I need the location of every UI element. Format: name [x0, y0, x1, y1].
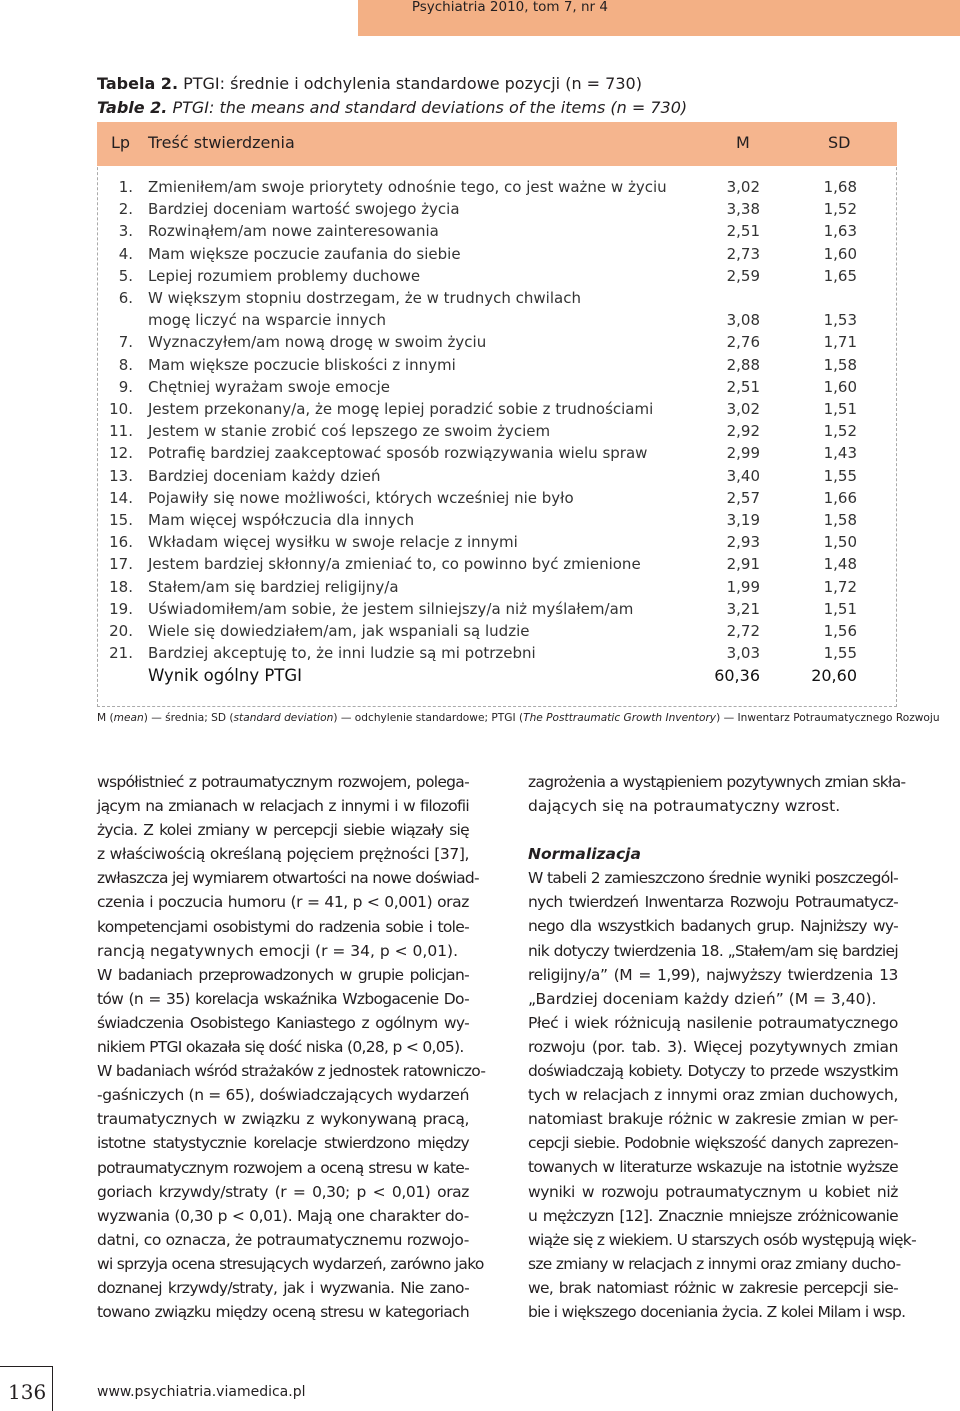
- row-number: 3.: [118, 222, 133, 241]
- text-line: z właściwością określaną pojęciem prężności [37],: [97, 845, 469, 864]
- text-line: u mężczyzn [12]. Znacznie mniejsze zróżnicowanie: [528, 1206, 898, 1225]
- text-line: nych twierdzeń Inwentarza Rozwoju Potraumatycz-: [528, 893, 898, 912]
- section-heading: Normalizacja: [528, 845, 641, 864]
- total-label: Wynik ogólny PTGI: [148, 665, 303, 685]
- row-mean: 2,76: [726, 333, 760, 352]
- table-row: [97, 465, 897, 487]
- text-line: W badaniach wśród strażaków z jednostek ratowniczo-: [97, 1062, 486, 1081]
- running-head: [358, 0, 960, 36]
- table-row-continuation: [97, 309, 897, 331]
- text-line: -gaśniczych (n = 65), doświadczających wydarzeń: [97, 1086, 469, 1105]
- table-footnote: [97, 711, 940, 725]
- row-sd: 1,60: [823, 244, 857, 263]
- caption-polish: [97, 72, 687, 96]
- row-mean: 3,02: [726, 178, 760, 196]
- text-line: dających się na potraumatyczny wzrost.: [528, 797, 841, 816]
- row-number: 16.: [109, 533, 133, 552]
- table-row: [97, 553, 897, 575]
- row-sd: 1,65: [823, 266, 857, 285]
- table-row: [97, 598, 897, 620]
- text-line: wiąże się z wiekiem. U starszych osób występują więk-: [528, 1230, 916, 1249]
- caption-polish-text: PTGI: średnie i odchylenia standardowe pozycji (n = 730): [178, 74, 642, 93]
- text-line: współistnieć z potraumatycznym rozwojem, polega-: [97, 773, 469, 791]
- table-row: [97, 243, 897, 265]
- row-sd: 1,48: [823, 555, 857, 574]
- table-row: [97, 620, 897, 642]
- text-line: nikiem PTGI okazała się dość niska (0,28, p < 0,05).: [97, 1038, 464, 1057]
- row-statement: Jestem w stanie zrobić coś lepszego ze swoim życiem: [148, 422, 551, 441]
- table-row: [97, 265, 897, 287]
- row-statement: Wkładam więcej wysiłku w swoje relacje z innymi: [148, 533, 518, 552]
- row-mean: 3,02: [726, 400, 760, 418]
- text-line: Płeć i wiek różnicują nasilenie potraumatycznego: [528, 1013, 898, 1032]
- footnote-part: ) — odchylenie standardowe; PTGI (: [333, 712, 524, 724]
- text-line: istotne statystycznie korelacje stwierdzono między: [97, 1134, 469, 1153]
- text-line: życia. Z kolei zmiany w percepcji siebie wiązały się: [97, 821, 469, 840]
- text-line: doświadczają kobiety. Dotyczy to przede wszystkim: [528, 1062, 898, 1081]
- text-line: jącym na zmianach w relacjach z innymi i w filozofii: [97, 797, 469, 816]
- row-sd: 1,53: [823, 311, 857, 330]
- text-line: kompetencjami osobistymi do radzenia sobie i tole-: [97, 917, 469, 936]
- text-line: wyniki w rozwoju potraumatycznym u kobiet niż: [528, 1182, 898, 1201]
- page-number: 136: [8, 1380, 47, 1404]
- footnote-part: standard deviation: [233, 712, 334, 724]
- text-line: goriach krzywdy/straty (r = 0,30; p < 0,01) oraz: [97, 1182, 469, 1201]
- table-row: [97, 509, 897, 531]
- footnote-part: The Posttraumatic Growth Inventory: [523, 712, 717, 724]
- row-sd: 1,63: [823, 222, 857, 241]
- row-number: 6.: [118, 289, 133, 307]
- row-statement-continued: mogę liczyć na wsparcie innych: [148, 311, 386, 330]
- row-sd: 1,51: [823, 400, 857, 418]
- text-line: traumatycznych w związku z wykonywaną pracą,: [97, 1110, 469, 1129]
- row-mean: 2,72: [726, 622, 760, 640]
- table-row: [97, 376, 897, 398]
- text-line: zagrożenia a wystąpieniem pozytywnych zmian skła-: [528, 773, 906, 791]
- row-mean: 3,03: [726, 644, 760, 663]
- row-number: 21.: [109, 644, 133, 663]
- row-mean: 1,99: [726, 577, 760, 596]
- row-sd: 1,72: [823, 577, 857, 596]
- text-line: tych w relacjach z innymi oraz zmian duchowych,: [528, 1086, 898, 1105]
- row-sd: 1,43: [823, 444, 857, 463]
- row-number: 7.: [118, 333, 133, 352]
- row-sd: 1,52: [823, 422, 857, 441]
- text-line: wi sprzyja ocena stresujących wydarzeń, zarówno jako: [97, 1254, 484, 1273]
- row-mean: 2,92: [726, 422, 760, 441]
- table-row: [97, 331, 897, 353]
- caption-english-label: Table 2.: [97, 98, 168, 117]
- row-statement: Uświadomiłem/am sobie, że jestem silniejszy/a niż myślałem/am: [148, 599, 634, 618]
- text-line: świadczenia Osobistego Kaniastego z ogólnym wy-: [97, 1013, 469, 1032]
- header-lp: Lp: [111, 133, 131, 152]
- row-mean: 2,73: [726, 244, 760, 263]
- caption-english: [97, 96, 687, 120]
- row-number: 2.: [118, 200, 133, 219]
- body-column-left: [97, 770, 486, 1324]
- row-statement: Jestem bardziej skłonny/a zmieniać to, co powinno być zmienione: [148, 555, 641, 574]
- row-statement: Jestem przekonany/a, że mogę lepiej poradzić sobie z trudnościami: [148, 400, 654, 418]
- row-sd: 1,52: [823, 200, 857, 219]
- row-number: 10.: [109, 400, 133, 418]
- header-sd: SD: [828, 133, 851, 152]
- text-line: towanych w literaturze wskazuje na istotnie wyższe: [528, 1158, 898, 1177]
- text-line: W badaniach przeprowadzonych w grupie policjan-: [97, 965, 469, 984]
- row-statement: Mam większe poczucie bliskości z innymi: [148, 355, 456, 374]
- row-number: 20.: [109, 622, 133, 640]
- row-sd: 1,66: [823, 488, 857, 507]
- table-row: [97, 220, 897, 242]
- row-statement: Wyznaczyłem/am nową drogę w swoim życiu: [148, 333, 487, 352]
- row-mean: 2,88: [726, 355, 760, 374]
- footnote-part: ) — Inwentarz Potraumatycznego Rozwoju: [716, 712, 940, 724]
- table-header: [97, 122, 897, 166]
- row-statement: Bardziej doceniam wartość swojego życia: [148, 200, 460, 219]
- footnote-part: M (: [97, 712, 114, 724]
- text-line: zwłaszcza jej wymiarem otwartości na nowe doświad-: [97, 869, 479, 888]
- table-row: [97, 420, 897, 442]
- table-caption: [97, 72, 687, 120]
- row-sd: 1,51: [823, 599, 857, 618]
- text-line: datni, co oznacza, że potraumatycznemu rozwojo-: [97, 1230, 469, 1249]
- table-row: [97, 198, 897, 220]
- row-sd: 1,55: [823, 466, 857, 485]
- row-statement: W większym stopniu dostrzegam, że w trudnych chwilach: [148, 289, 581, 307]
- row-number: 5.: [118, 266, 133, 285]
- table-row: [97, 354, 897, 376]
- header-content: Treść stwierdzenia: [148, 133, 295, 152]
- row-sd: 1,56: [823, 622, 857, 640]
- footnote-part: mean: [113, 712, 144, 724]
- text-line: bie i większego doceniania życia. Z kolei Milam i wsp.: [528, 1302, 906, 1321]
- text-line: wyzwania (0,30 p < 0,01). Mają one charakter do-: [97, 1206, 469, 1225]
- footnote-part: ) — średnia; SD (: [143, 712, 234, 724]
- row-mean: 3,08: [726, 311, 760, 330]
- row-number: 4.: [118, 244, 133, 263]
- row-statement: Stałem/am się bardziej religijny/a: [148, 577, 399, 596]
- table-row: [97, 442, 897, 464]
- text-line: rancją negatywnych emocji (r = 34, p < 0,01).: [97, 941, 459, 960]
- row-statement: Wiele się dowiedziałem/am, jak wspaniali są ludzie: [148, 622, 530, 640]
- row-sd: 1,71: [823, 333, 857, 352]
- row-statement: Rozwinąłem/am nowe zainteresowania: [148, 222, 439, 241]
- text-line: natomiast brakuje różnic w zakresie zmian w per-: [528, 1110, 898, 1129]
- text-line: we, brak natomiast różnic w zakresie percepcji sie-: [528, 1278, 898, 1297]
- row-number: 13.: [109, 466, 133, 485]
- row-sd: 1,68: [823, 178, 857, 196]
- row-mean: 3,38: [726, 200, 760, 219]
- row-sd: 1,50: [823, 533, 857, 552]
- row-statement: Chętniej wyrażam swoje emocje: [148, 377, 390, 396]
- caption-english-text: PTGI: the means and standard deviations of the items (n = 730): [167, 98, 688, 117]
- table-row: [97, 642, 897, 664]
- text-line: W tabeli 2 zamieszczono średnie wyniki poszczegól-: [528, 869, 898, 888]
- row-sd: 1,58: [823, 355, 857, 374]
- row-mean: 2,93: [726, 533, 760, 552]
- text-line: cepcji siebie. Podobnie większość danych zaprezen-: [528, 1134, 898, 1153]
- text-line: nik dotyczy twierdzenia 18. „Stałem/am się bardziej: [528, 941, 898, 960]
- table-row: [97, 531, 897, 553]
- running-head-text: Psychiatria 2010, tom 7, nr 4: [411, 0, 608, 15]
- row-mean: 2,51: [726, 222, 760, 241]
- row-number: 12.: [109, 444, 133, 463]
- row-sd: 1,58: [823, 511, 857, 529]
- row-number: 8.: [118, 355, 133, 374]
- text-line: „Bardziej doceniam każdy dzień” (M = 3,40).: [528, 989, 877, 1008]
- row-number: 15.: [109, 511, 133, 529]
- table-row: [97, 176, 897, 198]
- row-mean: 3,21: [726, 599, 760, 618]
- table-row: [97, 287, 897, 309]
- table-row: [97, 487, 897, 509]
- text-line: potraumatycznym rozwojem a oceną stresu w kate-: [97, 1158, 469, 1177]
- text-line: towano związku między oceną stresu w kategoriach: [97, 1303, 469, 1322]
- row-sd: 1,60: [823, 377, 857, 396]
- table-row: [97, 398, 897, 420]
- text-line: nego dla wszystkich badanych grup. Najniższy wy-: [528, 917, 898, 936]
- text-line: rozwoju (por. tab. 3). Więcej pozytywnych zmian: [528, 1037, 898, 1056]
- row-statement: Lepiej rozumiem problemy duchowe: [148, 266, 421, 285]
- row-sd: 1,55: [823, 644, 857, 663]
- row-mean: 2,91: [726, 555, 760, 574]
- total-mean: 60,36: [714, 665, 760, 685]
- row-mean: 2,59: [726, 266, 760, 285]
- table-total-row: [97, 665, 897, 687]
- text-line: tów (n = 35) korelacja wskaźnika Wzbogacenie Do-: [97, 989, 469, 1008]
- row-statement: Mam więcej współczucia dla innych: [148, 511, 415, 529]
- row-number: 1.: [118, 178, 133, 196]
- text-line: sze zmiany w relacjach z innymi oraz zmiany ducho-: [528, 1254, 901, 1273]
- row-mean: 3,19: [726, 511, 760, 529]
- row-number: 11.: [109, 422, 133, 441]
- row-statement: Bardziej akceptuję to, że inni ludzie są mi potrzebni: [148, 644, 536, 663]
- row-number: 18.: [109, 577, 133, 596]
- row-statement: Potrafię bardziej zaakceptować sposób rozwiązywania wielu spraw: [148, 444, 648, 463]
- body-column-right: [528, 770, 916, 1324]
- caption-polish-label: Tabela 2.: [97, 74, 179, 93]
- text-line: religijny/a” (M = 1,99), najwyższy twierdzenia 13: [528, 965, 898, 984]
- total-sd: 20,60: [811, 665, 857, 685]
- row-statement: Pojawiły się nowe możliwości, których wcześniej nie było: [148, 488, 574, 507]
- header-m: M: [736, 133, 750, 152]
- row-statement: Zmieniłem/am swoje priorytety odnośnie tego, co jest ważne w życiu: [148, 178, 667, 196]
- row-number: 14.: [109, 488, 133, 507]
- journal-url: www.psychiatria.viamedica.pl: [97, 1384, 306, 1400]
- row-number: 9.: [118, 377, 133, 396]
- text-line: doznanej krzywdy/straty, jak i wyzwania. Nie zano-: [97, 1278, 469, 1297]
- text-line: czenia i poczucia humoru (r = 41, p < 0,001) oraz: [97, 893, 469, 912]
- row-mean: 2,99: [726, 444, 760, 463]
- row-mean: 2,51: [726, 377, 760, 396]
- row-number: 19.: [109, 599, 133, 618]
- row-mean: 3,40: [726, 466, 760, 485]
- row-number: 17.: [109, 555, 133, 574]
- row-mean: 2,57: [726, 488, 760, 507]
- row-statement: Mam większe poczucie zaufania do siebie: [148, 244, 461, 263]
- table-row: [97, 576, 897, 598]
- row-statement: Bardziej doceniam każdy dzień: [148, 466, 381, 485]
